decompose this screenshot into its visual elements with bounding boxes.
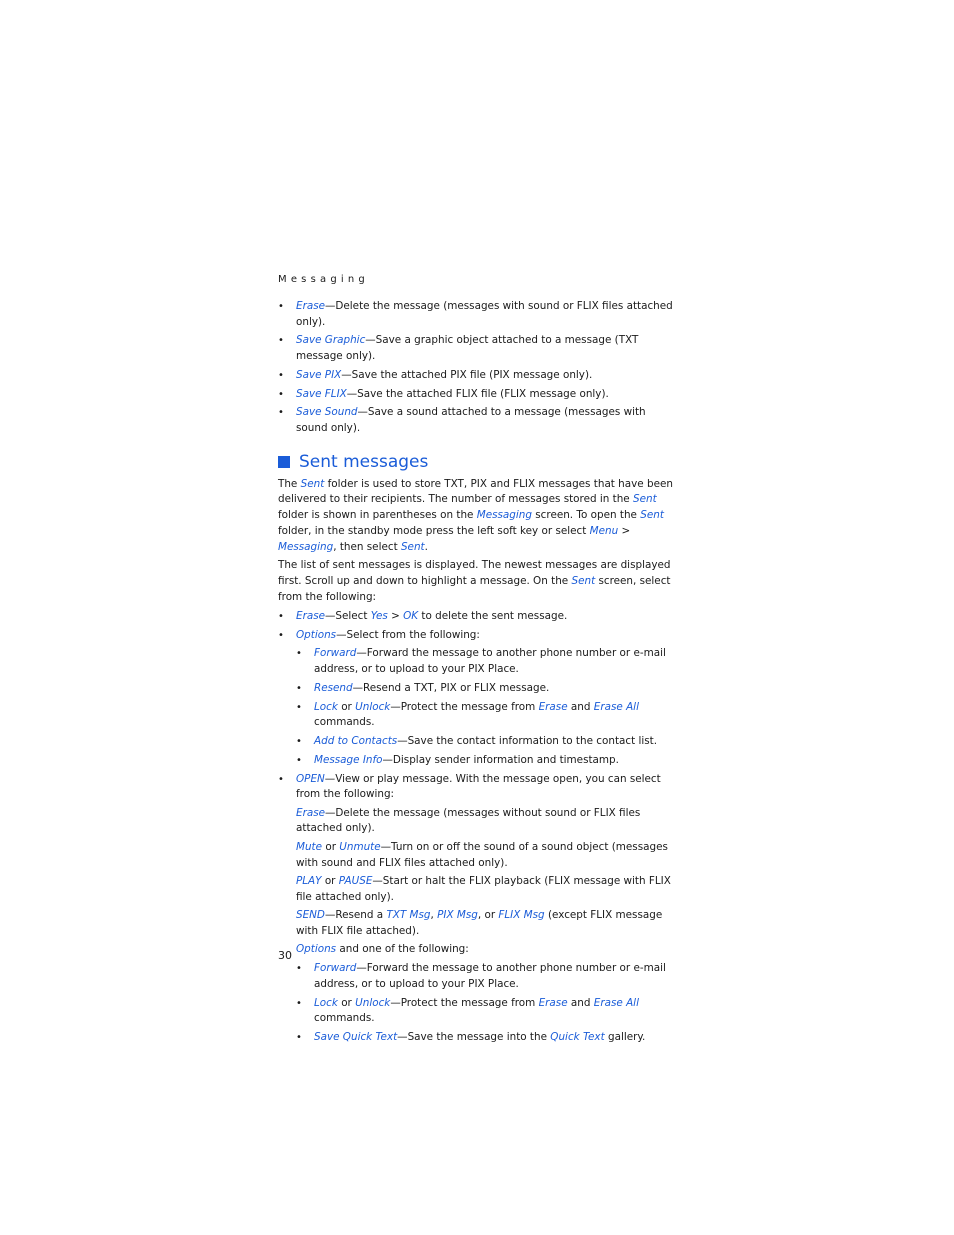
forward-term: Forward	[314, 962, 357, 975]
text-run: and	[567, 700, 594, 713]
list-item-open	[278, 772, 678, 1046]
open-options-paragraph	[296, 942, 678, 958]
sent-term: Sent	[571, 575, 596, 588]
text-run: —Select	[325, 609, 371, 622]
text-run: —Save the contact information to the contact list.	[397, 734, 658, 747]
add-to-contacts-term: Add to Contacts	[314, 734, 398, 747]
save-graphic-term: Save Graphic	[296, 334, 366, 347]
list-item	[278, 299, 678, 330]
open-term: OPEN	[296, 772, 325, 785]
text-run: or	[321, 875, 339, 888]
text-run: The list of sent messages is displayed. The newest messages are displayed first. Scroll up and down to highlight a message. On the	[278, 559, 671, 588]
options-sublist	[296, 646, 678, 768]
text-run: and	[567, 996, 594, 1009]
item-text: —Delete the message (messages with sound or FLIX files attached only).	[296, 300, 673, 328]
text-run: and one of the following:	[336, 943, 469, 956]
save-options-list	[278, 299, 678, 437]
sent-term: Sent	[633, 493, 657, 506]
open-mute-paragraph	[296, 840, 678, 871]
text-run: to delete the sent message.	[418, 609, 568, 622]
text-run: folder is shown in parentheses on the	[278, 509, 477, 522]
text-run: folder, in the standby mode press the left soft key or select	[278, 524, 590, 537]
lock-term: Lock	[314, 996, 338, 1009]
erase-term: Erase	[296, 300, 326, 312]
menu-term: Menu	[589, 524, 619, 537]
text-run: —Forward the message to another phone number or e-mail address, or to upload to your PIX Place.	[314, 962, 666, 990]
list-item	[296, 1030, 678, 1046]
text-run: folder is used to store TXT, PIX and FLIX messages that have been delivered to their recipients. The number of messages stored in the	[278, 477, 673, 506]
sent-term: Sent	[300, 477, 325, 490]
quick-text-term: Quick Text	[550, 1031, 605, 1043]
item-text: —Save a sound attached to a message (messages with sound only).	[296, 406, 646, 434]
text-run: or	[322, 840, 340, 853]
item-text: —Save a graphic object attached to a message (TXT message only).	[296, 334, 639, 362]
pause-term: PAUSE	[338, 875, 373, 888]
text-run: —Turn on or off the sound of a sound object (messages with sound and FLIX files attached only).	[296, 840, 668, 869]
text-run: or	[337, 700, 356, 713]
text-run: (except FLIX message with FLIX file attached).	[296, 909, 663, 937]
text-run: ,	[430, 909, 438, 922]
txt-msg-term: TXT Msg	[386, 909, 431, 922]
list-item	[296, 961, 678, 992]
message-info-term: Message Info	[314, 753, 383, 766]
save-sound-term: Save Sound	[296, 406, 358, 419]
yes-term: Yes	[370, 609, 388, 622]
send-term: SEND	[296, 909, 325, 922]
mute-term: Mute	[296, 840, 323, 853]
text-run: >	[618, 524, 631, 537]
messaging-term: Messaging	[476, 509, 532, 522]
ok-term: OK	[403, 609, 419, 622]
lock-term: Lock	[314, 700, 338, 713]
forward-term: Forward	[314, 647, 357, 660]
page-content	[278, 272, 678, 1049]
section-title: Sent messages	[299, 451, 429, 472]
text-run: , or	[477, 909, 499, 922]
text-run: The	[278, 477, 301, 490]
erase-term: Erase	[296, 609, 326, 622]
text-run: —View or play message. With the message open, you can select from the following:	[296, 772, 661, 801]
messaging-term: Messaging	[278, 540, 334, 553]
play-term: PLAY	[296, 875, 322, 888]
pix-msg-term: PIX Msg	[437, 909, 478, 922]
resend-term: Resend	[314, 681, 353, 694]
list-item	[296, 700, 678, 731]
list-item	[296, 734, 678, 750]
list-item	[296, 753, 678, 769]
sent-options-list	[278, 609, 678, 1046]
open-options-sublist	[296, 961, 678, 1045]
text-run: —Protect the message from	[390, 996, 539, 1009]
open-play-paragraph	[296, 874, 678, 905]
text-run: —Display sender information and timestamp.	[382, 753, 619, 766]
intro-paragraph	[278, 477, 678, 556]
erase-all-term: Erase All	[593, 996, 639, 1009]
section-heading	[278, 451, 678, 473]
options-term: Options	[296, 943, 337, 956]
text-run: >	[387, 609, 404, 622]
item-text: —Save the attached PIX file (PIX message only).	[341, 368, 593, 381]
running-head: Messaging	[278, 274, 369, 285]
list-item	[296, 681, 678, 697]
text-run: —Save the message into the	[397, 1031, 551, 1043]
open-erase-paragraph	[296, 806, 678, 837]
text-run: —Protect the message from	[390, 700, 539, 713]
list-item-erase	[278, 609, 678, 625]
erase-term: Erase	[296, 806, 326, 819]
text-run: —Forward the message to another phone number or e-mail address, or to upload to your PIX Place.	[314, 647, 666, 676]
list-item	[278, 387, 678, 403]
list-item	[296, 996, 678, 1027]
text-run: commands.	[314, 716, 375, 729]
text-run: gallery.	[604, 1031, 646, 1043]
unlock-term: Unlock	[355, 700, 391, 713]
text-run: —Resend a	[324, 909, 387, 922]
list-paragraph	[278, 558, 678, 605]
text-run: —Resend a TXT, PIX or FLIX message.	[352, 681, 550, 694]
flix-msg-term: FLIX Msg	[498, 909, 545, 922]
heading-square-icon	[278, 456, 290, 468]
unmute-term: Unmute	[339, 840, 381, 853]
sent-term: Sent	[400, 540, 425, 553]
open-send-paragraph	[296, 908, 678, 939]
text-run: screen. To open the	[531, 509, 641, 522]
page-number: 30	[278, 949, 292, 962]
text-run: —Start or halt the FLIX playback (FLIX message with FLIX file attached only).	[296, 875, 671, 903]
unlock-term: Unlock	[355, 996, 391, 1009]
text-run: screen, select from the following:	[278, 575, 671, 604]
text-run: —Delete the message (messages without sound or FLIX files attached only).	[296, 806, 641, 835]
save-quick-text-term: Save Quick Text	[314, 1031, 398, 1043]
save-pix-term: Save PIX	[296, 368, 342, 381]
list-item	[296, 646, 678, 677]
list-item	[278, 368, 678, 384]
save-flix-term: Save FLIX	[296, 387, 347, 400]
list-item-options	[278, 628, 678, 769]
sent-term: Sent	[640, 509, 664, 522]
options-term: Options	[296, 628, 337, 641]
text-run: commands.	[314, 1012, 375, 1025]
erase-term: Erase	[538, 996, 568, 1009]
text-run: .	[424, 540, 428, 553]
text-run: or	[337, 996, 356, 1009]
item-text: —Save the attached FLIX file (FLIX message only).	[346, 387, 609, 400]
text-run: , then select	[333, 540, 401, 553]
erase-all-term: Erase All	[593, 700, 639, 713]
erase-term: Erase	[538, 700, 568, 713]
text-run: —Select from the following:	[336, 628, 480, 641]
list-item	[278, 333, 678, 364]
list-item	[278, 405, 678, 436]
